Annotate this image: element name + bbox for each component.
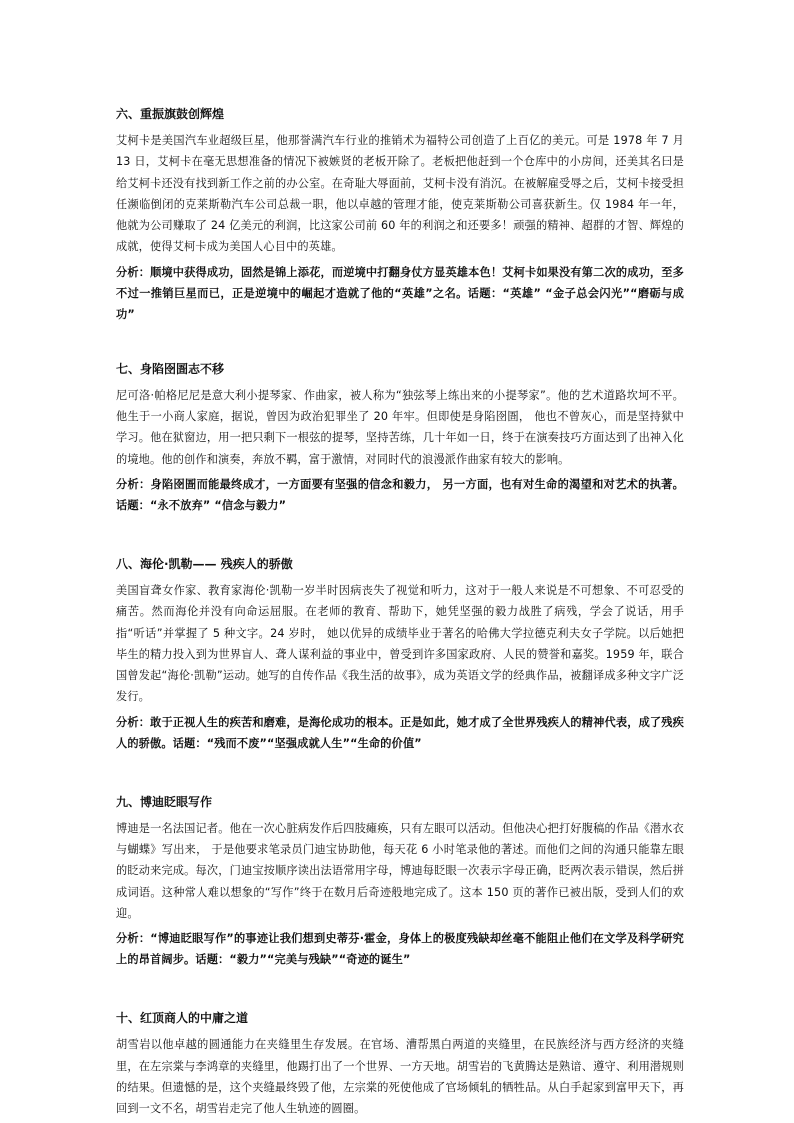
section-body: 艾柯卡是美国汽车业超级巨星，他那誉满汽车行业的推销术为福特公司创造了上百亿的美元。可是 1978 年 7 月 13 日，艾柯卡在毫无思想准备的情况下被嫉贤的老板开除了。老板把他赶到一个仓库中的小房间，还美其名曰是给艾柯卡还没有找到新工作之前的办公室。在奇耻大辱面前，艾柯卡没有消沉。在被解雇受辱之后，艾柯卡接受担任濒临倒闭的克莱斯勒汽车公司总裁一职，他以卓越的管理才能，使克莱斯勒公司喜获新生。仅 1984 年一年，他就为公司赚取了 24 亿美元的利润，比这家公司前 60 年的利润之和还要多！顽强的精神、超群的才智、辉煌的成就，使得艾柯卡成为美国人心目中的英雄。: [116, 134, 684, 254]
section-title: 七、身陷囹圄志不移: [116, 361, 225, 376]
section-body: 胡雪岩以他卓越的圆通能力在夹缝里生存发展。在官场、漕帮黑白两道的夹缝里，在民族经济与西方经济的夹缝里，在左宗棠与李鸿章的夹缝里，他踢打出了一个世界、一方天地。胡雪岩的飞黄腾达是熟谙、遵守、利用潜规则的结果。但遗憾的是，这个夹缝最终毁了他，左宗棠的死使他成了官场倾轧的牺牲品。从白手起家到富甲天下，再回到一文不名，胡雪岩走完了他人生轨迹的圆圈。: [116, 1038, 684, 1116]
section-body: 美国盲聋女作家、教育家海伦·凯勒一岁半时因病丧失了视觉和听力，这对于一般人来说是不可想象、不可忍受的痛苦。然而海伦并没有向命运屈服。在老师的教育、帮助下，她凭坚强的毅力战胜了病残，学会了说话，用手指“听话”并掌握了 5 种文字。24 岁时， 她以优异的成绩毕业于著名的哈佛大学拉德克利夫女子学院。以后她把毕生的精力投入到为世界盲人、聋人谋利益的事业中，曾受到许多国家政府、人民的赞誉和嘉奖。1959 年，联合国曾发起“海伦·凯勒”运动。她写的自传作品《我生活的故事》，成为英语文学的经典作品，被翻译成多种文字广泛发行。: [116, 583, 684, 704]
section-analysis: 分析：顺境中获得成功，固然是锦上添花，而逆境中打翻身仗方显英雄本色！艾柯卡如果没有第二次的成功，至多不过一推销巨星而已，正是逆境中的崛起才造就了他的“英雄”之名。话题：“英雄” “金子总会闪光”“磨砺与成功”: [116, 265, 684, 321]
section-title: 九、博迪眨眼写作: [116, 794, 213, 809]
document-page: [116, 104, 684, 1119]
section-analysis: 分析：敢于正视人生的疾苦和磨难，是海伦成功的根本。正是如此，她才成了全世界残疾人的精神代表，成了残疾人的骄傲。话题：“残而不废”“坚强成就人生”“生命的价值”: [116, 715, 684, 750]
section-8: [116, 554, 684, 754]
section-9: [116, 792, 684, 970]
section-body: 博迪是一名法国记者。他在一次心脏病发作后四肢瘫痪，只有左眼可以活动。但他决心把打好腹稿的作品《潜水衣与蝴蝶》写出来， 于是他要求笔录员门迪宝协助他，每天花 6 小时笔录他的著述。而他们之间的沟通只能靠左眼的眨动来完成。每次，门迪宝按顺序读出法语常用字母，博迪每眨眼一次表示字母正确，眨两次表示错误，然后拼成词语。这种常人难以想象的“写作”终于在数月后奇迹般地完成了。这本 150 页的著作已被出版，受到人们的欢迎。: [116, 821, 684, 920]
section-6: [116, 104, 684, 325]
section-title: 八、海伦·凯勒—— 残疾人的骄傲: [116, 556, 293, 571]
section-analysis: 分析：“博迪眨眼写作”的事迹让我们想到史蒂芬·霍金，身体上的极度残缺却丝毫不能阻止他们在文学及科学研究上的昂首阔步。话题：“毅力”“完美与残缺”“奇迹的诞生”: [116, 932, 684, 967]
section-10: [116, 1008, 684, 1119]
section-body: 尼可洛·帕格尼尼是意大利小提琴家、作曲家，被人称为“独弦琴上练出来的小提琴家”。他的艺术道路坎坷不平。他生于一小商人家庭，据说，曾因为政治犯罪坐了 20 年牢。但即使是身陷囹圄， 他也不曾灰心，而是坚持狱中学习。他在狱窗边，用一把只剩下一根弦的提琴，坚持苦练，几十年如一日，终于在演奏技巧方面达到了出神入化的境地。他的创作和演奏，奔放不羁，富于激情，对同时代的浪漫派作曲家有较大的影响。: [116, 388, 684, 466]
section-title: 六、重振旗鼓创辉煌: [116, 107, 225, 121]
section-title: 十、红顶商人的中庸之道: [116, 1011, 249, 1026]
section-7: [116, 359, 684, 516]
section-analysis: 分析：身陷囹圄而能最终成才，一方面要有坚强的信念和毅力， 另一方面，也有对生命的渴望和对艺术的执著。话题：“永不放弃” “信念与毅力”: [116, 477, 684, 512]
